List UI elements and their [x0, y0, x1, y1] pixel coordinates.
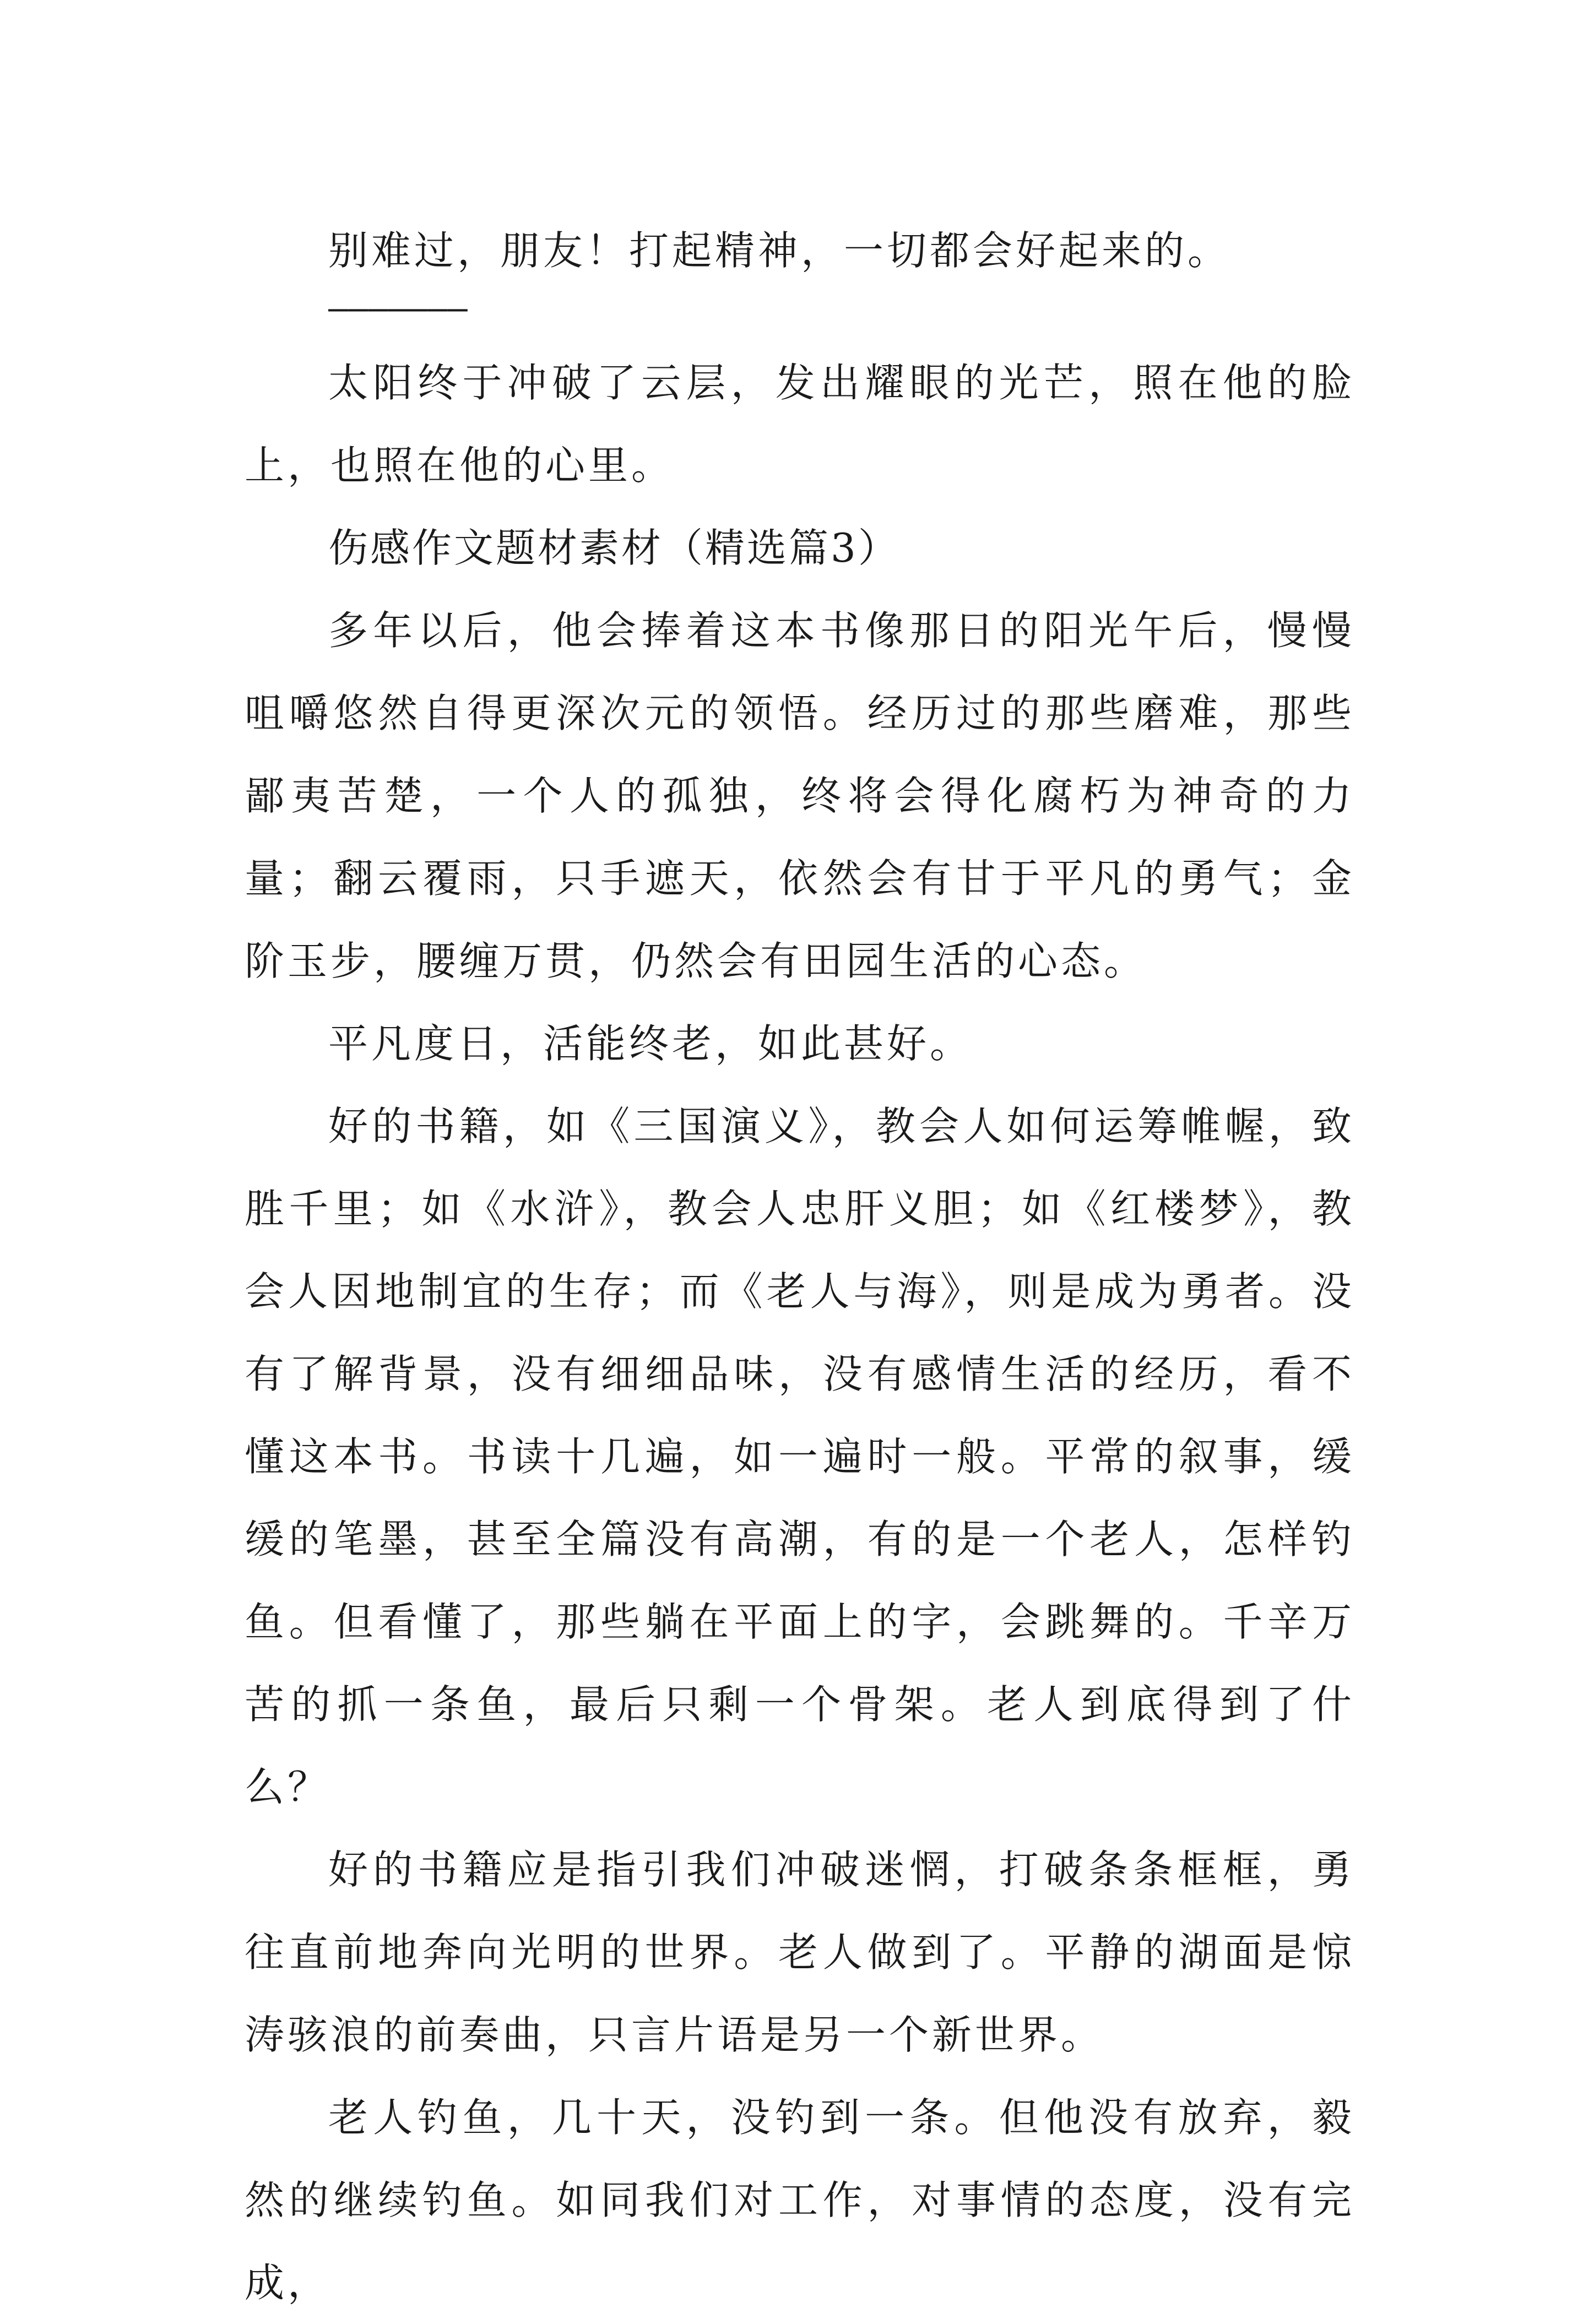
paragraph-3: 多年以后，他会捧着这本书像那日的阳光午后，慢慢咀嚼悠然自得更深次元的领悟。经历过的那些磨难，那些鄙夷苦楚，一个人的孤独，终将会得化腐朽为神奇的力量；翻云覆雨，只手遮天，依然会有甘于平凡的勇气；金阶玉步，腰缠万贯，仍然会有田园生活的心态。: [245, 607, 1355, 984]
paragraph-4: 平凡度日，活能终老，如此甚好。: [328, 1020, 973, 1067]
paragraph-5: 好的书籍，如《三国演义》，教会人如何运筹帷幄，致胜千里；如《水浒》，教会人忠肝义胆；如《红楼梦》，教会人因地制宜的生存；而《老人与海》，则是成为勇者。没有了解背景，没有细细品味，没有感情生活的经历，看不懂这本书。书读十几遍，如一遍时一般。平常的叙事，缓缓的笔墨，甚至全篇没有高潮，有的是一个老人，怎样钓鱼。但看懂了，那些躺在平面上的字，会跳舞的。千辛万苦的抓一条鱼，最后只剩一个骨架。老人到底得到了什么？: [245, 1103, 1355, 1810]
paragraph-6: 好的书籍应是指引我们冲破迷惘，打破条条框框，勇往直前地奔向光明的世界。老人做到了。平静的湖面是惊涛骇浪的前奏曲，只言片语是另一个新世界。: [245, 1847, 1355, 2058]
paragraph-1: 别难过，朋友！打起精神，一切都会好起来的。: [328, 227, 1231, 274]
separator-line: ———————: [328, 289, 468, 328]
paragraph-2: 太阳终于冲破了云层，发出耀眼的光芒，照在他的脸上，也照在他的心里。: [245, 360, 1355, 488]
section-heading: 伤感作文题材素材（精选篇3）: [328, 525, 900, 571]
document-body: [245, 209, 1355, 2324]
paragraph-7: 老人钓鱼，几十天，没钓到一条。但他没有放弃，毅然的继续钓鱼。如同我们对工作，对事情的态度，没有完成，: [245, 2094, 1355, 2306]
